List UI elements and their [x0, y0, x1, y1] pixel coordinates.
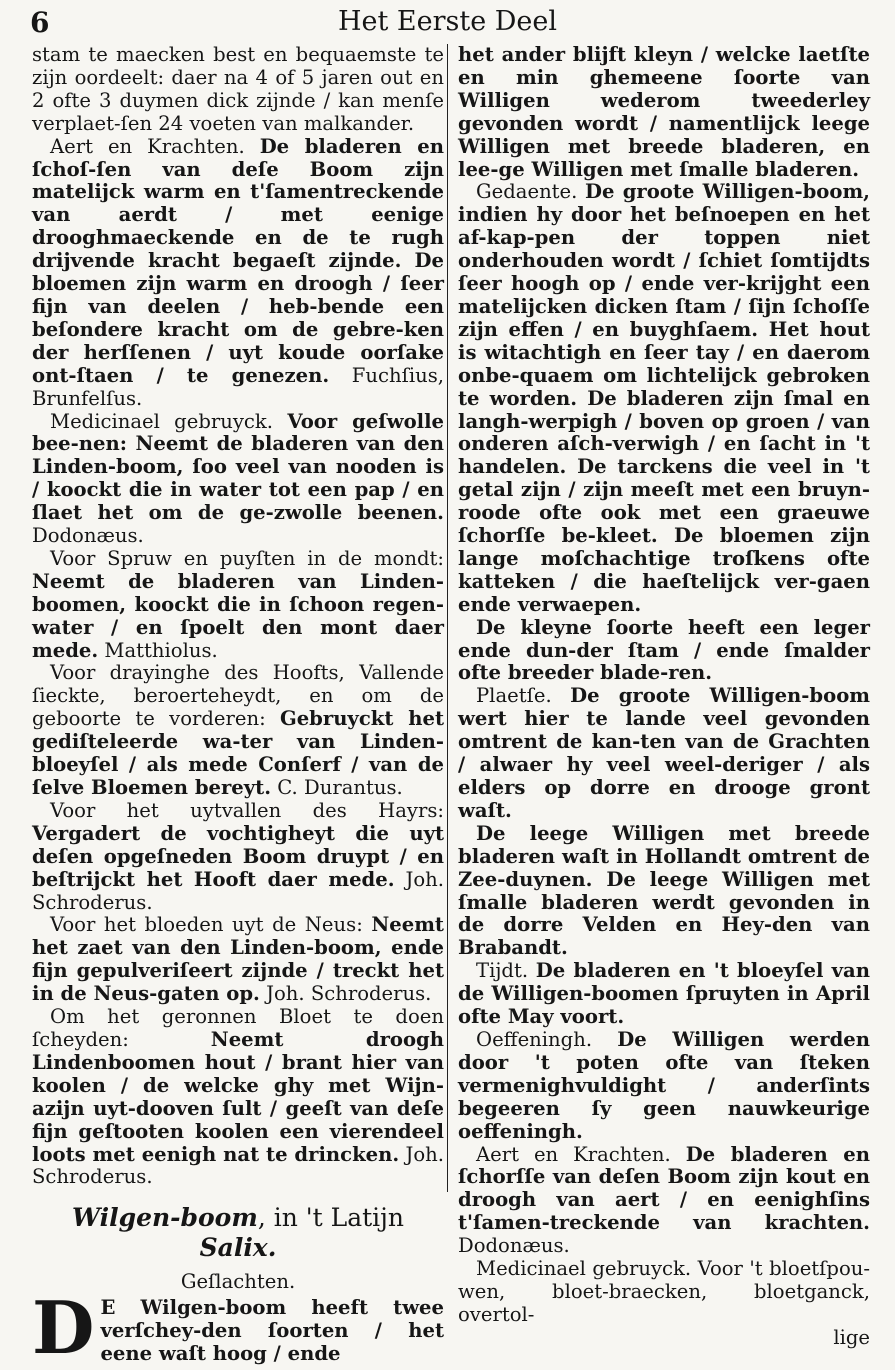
paragraph: [32, 136, 444, 411]
paragraph-body: Neemt het zaet van den Linden-boom, ende fijn gepulveriſeert zijnde / treckt het in de Neus-gaten op.: [32, 913, 444, 1006]
paragraph-lead: Aert en Krachten.: [476, 1142, 671, 1166]
paragraph: het ander blijft kleyn / welcke laetſte en min ghemeene ſoorte van Willigen wederom tweederley gevonden wordt / namentlijck leege Willigen met breede bladeren, en lee-ge Willigen met ſmalle bladeren.: [458, 43, 870, 181]
paragraph-body: De groote Willigen-boom wert hier te lande veel gevonden omtrent de kan-ten van de Grachten / alwaer hy veel weel-deriger / als elders op dorre en drooge gront waſt.: [458, 684, 870, 822]
paragraph: [32, 662, 444, 799]
page-header: [0, 4, 895, 40]
drop-cap: D: [32, 1285, 95, 1370]
paragraph-lead: Tijdt.: [476, 959, 529, 983]
source-citation: Dodonæus.: [32, 524, 144, 548]
paragraph: [458, 181, 870, 616]
source-citation: C. Durantus.: [277, 776, 403, 799]
section-heading: [32, 1203, 444, 1263]
paragraph-lead: Voor Spruw en puyſten in de mondt:: [50, 546, 444, 570]
paragraph: [458, 1144, 870, 1259]
column-divider: [447, 44, 448, 1192]
source-citation: Joh. Schroderus.: [266, 982, 432, 1006]
running-head: Het Eerste Deel: [337, 6, 558, 37]
paragraph: [32, 1285, 444, 1370]
paragraph-body: De bladeren en 't bloeyſel van de Willigen-boomen ſpruyten in April ofte May voort.: [458, 959, 870, 1029]
paragraph-body: De groote Willigen-boom, indien hy door het beſnoepen en het af-kap-pen der toppen niet onderhouden wordt / ſchiet ſomtijdts ſeer hoogh op / ende ver-krijght een matelijcken dicken ſtam / ſijn ſchoſſe zijn effen / en buyghſaem. Het hout is witachtigh en ſeer tay / en daerom onbe-quaem om lichtelijck gebroken te worden. De bladeren zijn ſmal en langh-werpigh / boven op groen / van onderen aſch-verwigh / en ſacht in 't handelen. De tarckens die veel in 't getal zijn / zijn meeſt met een bruyn-roode ofte ook met een graeuwe ſchorſſe be-kleet. De bloemen zijn lange moſchachtige troſkens ofte katteken / die haeſtelijck ver-gaen ende verwaepen.: [458, 180, 870, 616]
paragraph-lead: Aert en Krachten.: [50, 134, 245, 158]
paragraph-lead: Om het geronnen Bloet te doen ſcheyden:: [32, 1005, 444, 1051]
paragraph: De kleyne ſoorte heeft een leger ende dun-der ſtam / ende ſmalder ofte breeder blade-ren.: [458, 615, 870, 685]
catchword: lige: [833, 1325, 870, 1349]
paragraph: [458, 960, 870, 1029]
paragraph-lead: Medicinael gebruyck.: [50, 409, 273, 433]
heading-latin-intro: , in 't Latijn: [257, 1203, 405, 1233]
paragraph: [32, 411, 444, 548]
paragraph-body: Voor 't bloetſpou-wen, bloet-braecken, bloetganck, overtol-: [458, 1257, 870, 1326]
section-subheading: Geſlachten.: [180, 1270, 296, 1294]
paragraph-lead: Voor drayinghe des Hoofts, Vallende ſieckte, beroerteheydt, en om de geboorte te vorderen:: [32, 661, 444, 731]
paragraph-lead: Oeffeningh.: [476, 1027, 593, 1051]
source-citation: Matthiolus.: [104, 638, 218, 662]
left-column: [32, 43, 445, 1370]
paragraph-lead: Medicinael gebruyck.: [476, 1257, 692, 1281]
paragraph: stam te maecken best en bequaemste te zijn oordeelt: daer na 4 of 5 jaren out en 2 ofte 3 duymen dick zijnde / kan menſe verplaet-ſen 24 voeten van malkander.: [32, 43, 444, 135]
paragraph-body: Neemt de bladeren van Linden-boomen, koockt die in ſchoon regen-water / en ſpoelt den mont daer mede.: [32, 569, 444, 662]
paragraph: [32, 914, 444, 1006]
paragraph: [32, 800, 444, 915]
source-citation: Dodonæus.: [458, 1234, 570, 1258]
heading-latin-name: Salix.: [199, 1233, 277, 1263]
right-column: [458, 44, 870, 1350]
paragraph-body: Voor geſwolle bee-nen: Neemt de bladeren van den Linden-boom, ſoo veel van nooden is / koockt die in water tot een pap / en ſlaet het om de ge-zwolle beenen.: [32, 409, 444, 525]
source-citation: Joh. Schroderus.: [32, 1142, 444, 1189]
paragraph-lead: Voor het uytvallen des Hayrs:: [50, 798, 444, 822]
paragraph: [32, 548, 444, 663]
paragraph-body: De bladeren en ſchoſ-ſen van deſe Boom zijn matelijck warm en t'ſamentreckende van aerdt / met eenige drooghmaeckende en de te rugh drijvende kracht begaeſt zijnde. De bloemen zijn warm en droogh / ſeer fijn van deelen / heb-bende een beſondere kracht om de gebre-ken der herſſenen / uyt koude oorſake ont-ſtaen / te genezen.: [32, 134, 444, 387]
paragraph: [32, 1006, 444, 1189]
paragraph-lead: Gedaente.: [476, 180, 578, 204]
paragraph-body: Vergadert de vochtigheyt die uyt deſen opgeſneden Boom druypt / en beſtrijckt het Hooft daer mede.: [32, 821, 444, 891]
paragraph: [458, 1029, 870, 1144]
page-number: 6: [30, 6, 50, 39]
paragraph-body: Neemt droogh Lindenboomen hout / brant hier van koolen / de welcke ghy met Wijn-azijn uyt-dooven ſult / geeſt van deſe fijn geſtooten koolen een vierendeel loots met eenigh nat te drincken.: [32, 1027, 444, 1166]
paragraph-body: Gebruyckt het gediſteleerde wa-ter van Linden-bloeyſel / als mede Conſerf / van de ſelve Bloemen bereyt.: [32, 707, 445, 799]
paragraph: De leege Willigen met breede bladeren waſt in Hollandt omtrent de Zee-duynen. De leege Willigen met ſmalle bladeren werdt gevonden in de dorre Velden en Hey-den van Brabandt.: [458, 821, 870, 960]
paragraph-body: E Wilgen-boom heeft twee verſchey-den ſoorten / het eene waſt hoog / ende: [100, 1296, 444, 1366]
source-citation: Joh. Schroderus.: [32, 867, 445, 914]
paragraph: [458, 1258, 870, 1327]
paragraph-lead: Voor het bloeden uyt de Neus:: [50, 913, 363, 937]
source-citation: Fuchſius, Brunfelſus.: [32, 363, 445, 410]
paragraph-body: De Willigen werden door 't poten ofte van ſteken vermenighvuldight / anderſints begeeren ſy geen nauwkeurige oeffeningh.: [458, 1027, 870, 1143]
paragraph-body: De bladeren en ſchorſſe van deſen Boom zijn kout en droogh van aert / en eenighſins t'ſamen-treckende van krachten.: [458, 1142, 870, 1235]
heading-plant-name: Wilgen-boom: [71, 1203, 258, 1233]
paragraph-lead: Plaetſe.: [476, 684, 552, 708]
paragraph: [458, 685, 870, 822]
